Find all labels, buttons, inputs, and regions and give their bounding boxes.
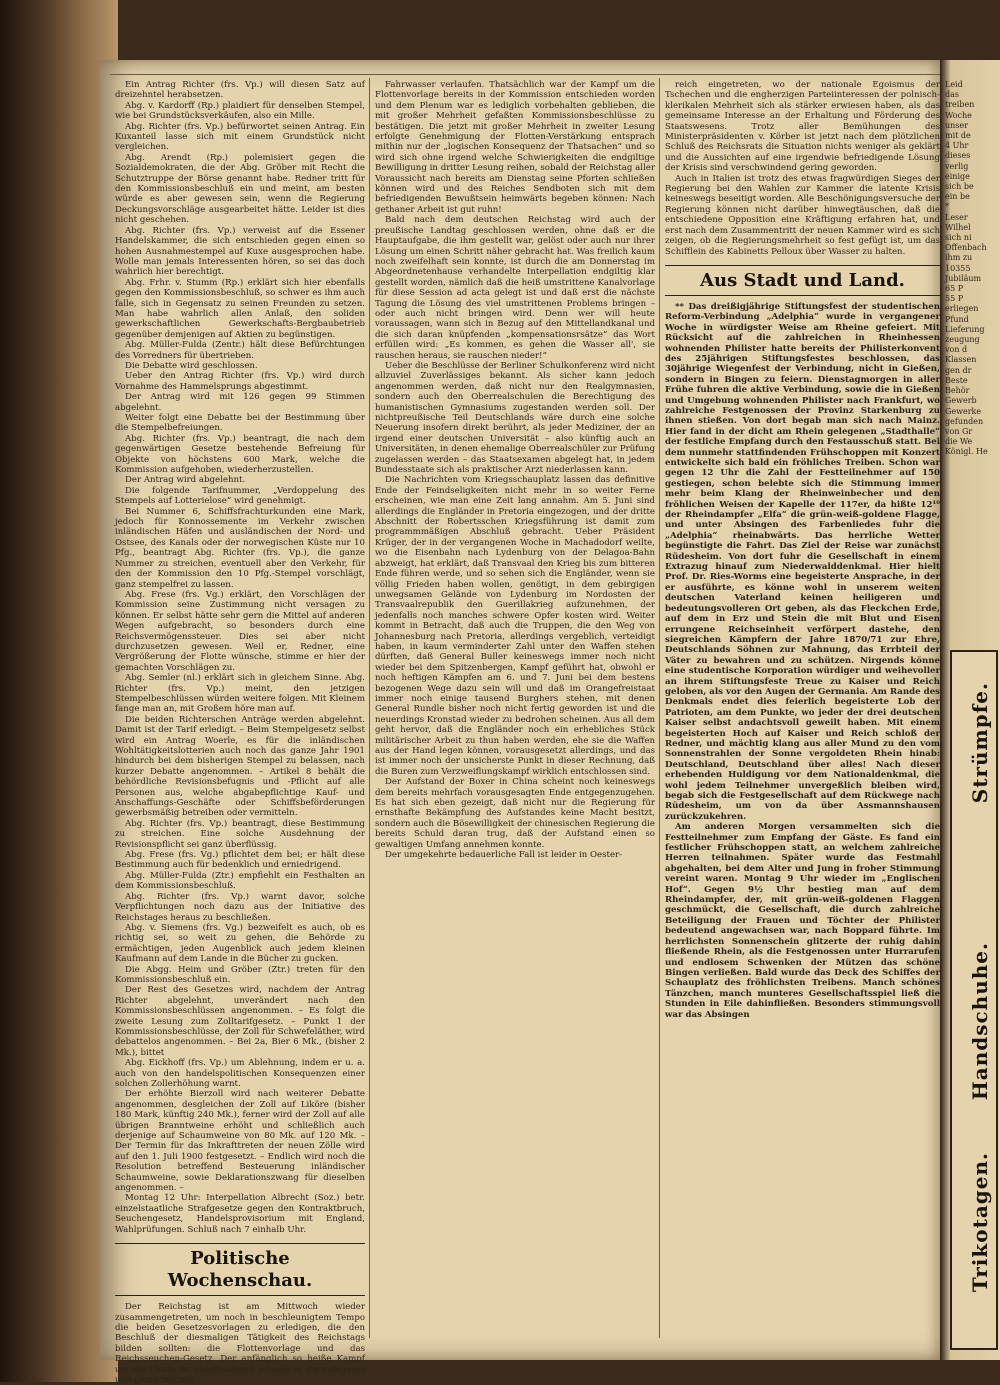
article-paragraph: Abg. Semler (nl.) erklärt sich in gleichem Sinne. Abg. Richter (frs. Vp.) meint, den jetzigen Stempelbeschlüssen würden weitere folgen. Mit Kleinem fange man an, mit Großem höre man auf.	[115, 673, 365, 715]
side-line: mit de	[945, 131, 971, 141]
side-line: Pfund	[945, 314, 969, 324]
side-line: Behör	[945, 386, 970, 396]
article-paragraph: Abg. Eickhoff (frs. Vp.) um Ablehnung, indem er u. a. auch von den handelspolitischen Konsequenzen einer solchen Zollerhöhung warnt.	[115, 1058, 365, 1089]
article-paragraph: Abg. Richter (frs. Vp.) warnt davor, solche Verpflichtungen noch dazu aus der Initiative des Reichstages heraus zu beschließen.	[115, 891, 365, 923]
article-paragraph: Abg. Richter (frs. Vp.) beantragt, diese Bestimmung zu streichen. Eine solche Ausdehnung der Revisionspflicht sei ganz überflüssig.	[115, 818, 365, 850]
side-line: 65 P	[945, 284, 964, 294]
article-paragraph: Bei Nummer 6, Schiffsfrachturkunden eine Mark, jedoch für Konnossemente im Verkehr zwischen inländischen Häfen und ausländischen der Nord- und Ostsee, des Kanals oder der norwegischen Küste nur 10 Pfg., beantragt Abg. Richter (frs. Vp.), die ganze Nummer zu streichen, eventuell aber den Verkehr, für den der Kommission den 10 Pfg.-Stempel vorschlägt, ganz stempelfrei zu lassen.	[115, 506, 365, 590]
side-line: Woche	[945, 110, 972, 120]
side-line: ihm zu	[945, 253, 973, 263]
article-paragraph: Abg. Arendt (Rp.) polemisiert gegen die Sozialdemokraten, die der Abg. Gröber mit Recht die Schutztruppe der Börse genannt habe. Redner tritt für den Kommissionsbeschluß ein und meint, am besten würde es aber gewesen sein, wenn die Regierung Deckungsvorschläge ausgearbeitet hätte. Leider ist dies nicht geschehen.	[115, 152, 365, 226]
article-paragraph: Ein Antrag Richter (frs. Vp.) will diesen Satz auf dreizehntel herabsetzen.	[115, 80, 365, 101]
top-rule	[110, 74, 940, 75]
side-line: 55 P	[945, 294, 964, 304]
article-paragraph: Auch in Italien ist trotz des etwas fragwürdigen Sieges der Regierung bei den Wahlen zur Kammer die latente Krisis keineswegs beseitigt worden. Alle Beschönigungsversuche der Regierung können nicht darüber hinwegtäuschen, daß die entschiedene Opposition eine Kräftigung erfahren hat, und erst nach dem Zusammentritt der neuen Kammer wird es sich zeigen, ob die Regierungsmehrheit so fest gefügt ist, um das Schifflein des Kabinetts Pelloux über Wasser zu halten.	[665, 173, 940, 257]
side-line: Gewerke	[945, 406, 982, 416]
article-paragraph: Abg. Müller-Fulda (Ztr.) empfiehlt ein Festhalten an dem Kommissionsbeschluß.	[115, 870, 365, 892]
side-line: Beste	[945, 375, 968, 385]
side-line: die We	[945, 437, 973, 447]
side-line: Klassen	[945, 355, 977, 365]
article-paragraph: Abg. Müller-Fulda (Zentr.) hält diese Befürchtungen des Vorredners für übertrieben.	[115, 340, 365, 361]
article-paragraph: Die folgende Tarifnummer, „Verdoppelung des Stempels auf Lotterielose“ wird genehmigt.	[115, 485, 365, 507]
column-2-body	[375, 80, 655, 860]
side-line: 4 Uhr	[945, 141, 969, 151]
section-heading-frame	[665, 265, 940, 296]
side-line: gen dr	[945, 365, 972, 375]
article-paragraph: reich eingetreten, wo der nationale Egoismus der Tschechen und die engherzigen Parteiinteressen der polnisch-klerikalen Mehrheit sich als stärker erwiesen haben, als das gemeinsame Interesse an der Erhaltung und Förderung des Staatswesens. Trotz aller Bemühungen des Ministerpräsidenten v. Körber ist jetzt nach dem plötzlichen Schluß des Reichsrats die Situation nichts weniger als geklärt und die Aussichten auf eine irgendwie befriedigende Lösung der Krisis sind verschwindend gering geworden.	[665, 80, 940, 174]
column-1-body	[115, 80, 365, 1235]
side-line: 10355	[945, 263, 971, 273]
article-paragraph: Am anderen Morgen versammelten sich die Festteilnehmer zum Empfang der Gäste. Es fand ein festlicher Frühschoppen statt, an welchem zahlreiche Herren teilnahmen. Später wurde das Festmahl abgehalten, bei dem Alter und Jung in froher Stimmung vereint waren. Montag 9 Uhr wieder im „Englischen Hof“. Gegen 9½ Uhr bestieg man auf dem Rheindampfer, der, mit grün-weiß-goldenen Flaggen geschmückt, die Gesellschaft, die durch zahlreiche Beteiligung der Frauen und Töchter der Philister bedeutend angewachsen war, nach Boppard führte. Im herrlichsten Sonnenschein glitzerte der ruhig dahin fließende Rhein, als die Festgenossen unter Hurrarufen und endlosem Schwenken der Mützen das schöne Bingen verließen. Bald wurde das Deck des Schiffes der Schauplatz des fröhlichsten Treibens. Manch schönes Tänzchen, manch munteres Gesellschaftsspiel ließ die Stunden in Eile dahinfließen. Besonders stimmungsvoll war das Absingen	[665, 822, 940, 1020]
article-paragraph: Abg. Richter (frs. Vp.) beantragt, die nach dem gegenwärtigen Gesetze bestehende Befreiung für Objekte von höchstens 600 Mark, welche die Kommission aufgehoben, wiederherzustellen.	[115, 433, 365, 476]
side-line: das	[945, 90, 959, 100]
side-line: Leser	[945, 212, 968, 222]
side-line: dieses	[945, 151, 971, 161]
side-line: treiben	[945, 100, 975, 110]
ad-word: Trikotagen.	[968, 1152, 992, 1293]
article-paragraph: Abg. Richter (frs. Vp.) befürwortet seinen Antrag. Ein Kuxanteil lasse sich mit einem Grundstück nicht vergleichen.	[115, 121, 365, 153]
article-paragraph: Abg. v. Siemens (frs. Vg.) bezweifelt es auch, ob es richtig sei, so weit zu gehen, die Behörde zu ermächtigen, jeden Augenblick auch jedem kleinen Kaufmann auf dem Lande in die Bücher zu gucken.	[115, 922, 365, 965]
side-line: *	[945, 202, 949, 212]
side-line: von Gr	[945, 426, 973, 436]
article-paragraph: Der erhöhte Bierzoll wird nach weiterer Debatte angenommen, desgleichen der Zoll auf Liköre (bisher 180 Mark, künftig 240 Mk.), ferner wird der Zoll auf alle übrigen Branntweine erhöht und schließlich auch derjenige auf Schaumweine von 80 Mk. auf 120 Mk. – Der Termin für das Inkrafttreten der neuen Zölle wird auf den 1. Juli 1900 festgesetzt. – Endlich wird noch die Resolution betreffend Besteuerung inländischer Schaumweine, sowie Deklarationszwang für dieselben angenommen. –	[115, 1089, 365, 1194]
article-paragraph: Die Debatte wird geschlossen.	[125, 360, 258, 371]
ad-word: Handschuhe.	[968, 942, 992, 1101]
section-heading: Aus Stadt und Land.	[700, 269, 905, 291]
column-1-body-after	[115, 1302, 365, 1385]
column-1	[115, 80, 365, 1385]
column-rule	[659, 78, 660, 1338]
article-paragraph: Der umgekehrte bedauerliche Fall ist leider in Oester-	[385, 850, 623, 861]
ad-word: Strümpfe.	[968, 682, 992, 804]
side-line: Wilhel	[945, 222, 971, 232]
article-paragraph: ** Das dreißigjährige Stiftungsfest der studentischen Reform-Verbindung „Adelphia“ wurde in vergangener Woche in würdigster Weise am Rheine gefeiert. Mit Rücksicht auf die zahlreichen in Rheinhessen wohnenden Philister hatte bereits der Philisterkonvent des 25jährigen Stiftungsfestes beschlossen, das 30jährige Wiegenfest der Verbindung, nicht in Gießen, sondern in Bingen zu feiern. Dienstagmorgen in aller Frühe fuhren die aktive Verbindung, sowie die in Gießen und Umgebung wohnenden Philister nach Frankfurt, wo zahlreiche Festgenossen der Provinz Starkenburg zu ihnen stießen. Von dort begab man sich nach Mainz. Hier fand in der dicht am Rhein gelegenen „Stadthalle“ der festliche Empfang durch den Festausschuß statt. Bei dem nunmehr stattfindenden Frühschoppen mit Konzert entwickelte sich bald ein fröhliches Treiben. Schon war gegen 12 Uhr die Zahl der Festteilnehmer auf 150 gestiegen, schon belebte sich die Stimmung immer mehr beim Klang der Rheinweinbecher und den fröhlichen Weisen der Kapelle der 117er, da hißte 12¹⁰ der Rheindampfer „Elfa“ die grün-weiß-goldene Flagge, und unter Absingen des Farbenliedes fuhr die „Adelphia“ rheinabwärts. Das herrliche Wetter begünstigte die Fahrt. Das Ziel der Reise war zunächst Rüdesheim. Von dort fuhr die Gesellschaft in einem Extrazug hinauf zum Niederwalddenkmal. Hier hielt Prof. Dr. Ries-Worms eine begeisterte Ansprache, in der er ausführte, es könne wohl in unserem weiten deutschen Vaterland keinen heiligeren und bedeutungsvolleren Ort geben, als das Fleckchen Erde, auf dem in Erz und Stein die mit Blut und Eisen errungene Reichseinheit verförpert dastehe, den siegreichen Kämpfern der Jahre 1870/71 zur Ehre, Deutschlands Söhnen zur Mahnung, das Errbteil der Väter zu bewahren und zu schützen. Nirgends könne eine studentische Korporation würdiger und weihevoller an ihrem Stiftungsfeste Treue zu Kaiser und Reich geloben, als vor den Augen der Germania. Am Rande des Denkmals endet dies feierlich begeisterte Lob der Patrioten, am dem Punkte, wo jeder der drei deutschen Kaiser selbst andachtsvoll geweilt haben. Mit einem begeisterten Hoch auf Kaiser und Reich schloß der Redner, und mächtig klang aus aller Mund zu den vom Sonnenstrahlen der Sonne vergoldeten Rhein hinab: Deutschland, Deutschland über alles! Nach dieser erhebenden Huldigung vor dem Nationaldenkmal, die wohl jedem Teilnehmer unvergeßlich bleiben wird, begab sich die Festgesellschaft auf dem Rückwege nach Rüdesheim, um von da über Assmannshausen zurückzukehren.	[665, 301, 940, 822]
side-line: zeugung	[945, 335, 980, 345]
article-paragraph: Fahrwasser verlaufen. Thatsächlich war der Kampf um die Flottenvorlage bereits in der Kommission entschieden worden und dem Plenum war es lediglich vorbehalten geblieben, die mit großer Mehrheit gefaßten Kommissionsbeschlüsse zu bestätigen. Die jetzt mit großer Mehrheit in zweiter Lesung erfolgte Genehmigung der Flotten-Verstärkung entsprach mithin nur der „logischen Konsequenz der Thatsachen“ und so wird sich ohne irgend welche Schwierigkeiten die endgiltige Bewilligung in dritter Lesung reihen, sobald der Reichstag aller Voraussicht nach bereits am Dienstag seine Pforten schließen können wird und des Reiches Sendboten sich mit dem befriedigenden Bewußtsein heimwärts begeben können: Nach gethaner Arbeit ist gut ruhn!	[375, 80, 655, 215]
article-paragraph: Die Nachrichten vom Kriegsschauplatz lassen das definitive Ende der Feindseligkeiten nicht mehr in so weiter Ferne erscheinen, wie man eine Zeit lang annahm. Am 5. Juni sind allerdings die Engländer in Pretoria eingezogen, und der dritte Abschnitt der Robertsschen Kriegsführung ist damit zum programmmäßigen Abschluß gebracht. Ueber Präsident Krüger, der in der vergangenen Woche in Machadodorf weilte, wo die Eisenbahn nach Lydenburg von der Delagoa-Bahn abzweigt, hat erklärt, daß Transvaal den Krieg bis zum bitteren Ende führen werde, und so sehen sich die Engländer, wenn sie völlig Frieden haben wollen, genötigt, in dem gebirgigen unwegsamen Gelände von Lydenburg im Nordosten der Transvaalrepublik den Guerillakrieg aufzunehmen, der jedenfalls noch manches schwere Opfer kosten wird. Weiter kommt in Betracht, daß auch die Truppen, die den Weg von Johannesburg nach Pretoria, allerdings vergeblich, verteidigt haben, in kaum verminderter Zahl unter den Waffen stehen dürften, daß General Buller keineswegs immer noch nicht wieder bei dem Spitzenbergen, Kampf geführt hat, obwohl er noch heftigen Kämpfen am 6. und 7. Juni bei dem bestens bezogenen Wege dazu sein will und daß im Orangefreistaat immer noch einige tausend Burghers stehen, mit denen General Rundle bisher noch nicht fertig geworden ist und die neuerdings Kronstad wieder zu bedrohen scheinen. Aus all dem geht hervor, daß die Engländer noch ein erhebliches Stück militärischer Arbeit zu thun haben werden, ehe sie die Waffen aus der Hand legen können, vorausgesetzt allerdings, und das ist immer noch der unsicherste Punkt in dieser Rechnung, daß die Buren zum Verzweiflungskampf wirklich entschlossen sind.	[375, 475, 655, 777]
side-line: Leid	[945, 80, 963, 89]
side-line: unser	[945, 120, 968, 130]
article-paragraph: Abg. Frhr. v. Stumm (Rp.) erklärt sich hier ebenfalls gegen den Kommissionsbeschluß, so schwer es ihm auch falle, sich in Gegensatz zu seinen Freunden zu setzen. Man habe wahrlich allen Anlaß, den soliden gewerkschaftlichen Gewerkschafts-Bergbaubetrieb gegenüber demjenigen auf Aktien zu begünstigen.	[115, 277, 365, 340]
column-3-body-after	[665, 302, 940, 1020]
section-heading: Politische Wochenschau.	[167, 1248, 313, 1292]
article-paragraph: Montag 12 Uhr: Interpellation Albrecht (Soz.) betr. einzelstaatliche Strafgesetze gegen den Kontraktbruch, Seuchengesetz, Handelsprovisorium mit England, Wahlprüfungen. Schluß nach 7 einhalb Uhr.	[115, 1193, 365, 1235]
article-paragraph: Ueber den Antrag Richter (frs. Vp.) wird durch Vornahme des Hammelsprungs abgestimmt.	[115, 371, 365, 392]
article-paragraph: Abg. Richter (frs. Vp.) verweist auf die Essener Handelskammer, die sich entschieden gegen einen so hohen Ausnahmestempel auf Kuxe ausgesprochen habe. Wolle man jemals Interessenten hören, so sei das doch wahrlich hier berechtigt.	[115, 225, 365, 278]
article-paragraph: Abg. Frese (frs. Vg.) pflichtet dem bei; er hält diese Bestimmung auch für bedenklich und erniedrigend.	[115, 850, 365, 871]
column-3-body	[665, 80, 940, 257]
side-line: Gewerb	[945, 396, 977, 406]
side-line: einige	[945, 171, 970, 181]
article-paragraph: Der Reichstag ist am Mittwoch wieder zusammengetreten, um noch in beschleunigtem Tempo die beiden Gesetzesvorlagen zu erledigen, die den Beschluß der diesmaligen Tätigkeit des Reichstags bilden sollten: die Flottenvorlage und das Reichsseuchen-Gesetz. Der anfänglich so heiße Kampf um die Flotte ist überraschend schnell in ein ruhigeres und gemächliches	[115, 1302, 365, 1385]
article-paragraph: Der Aufstand der Boxer in China scheint noch keineswegs dem bereits mehrfach vorausgesagten Ende entgegenzugehen. Es hat sich eben gezeigt, daß nicht nur die Regierung für ernsthafte Bekämpfung des Aufstandes keine Macht besitzt, sondern auch die Bösewilligkeit der chinesischen Regierung die bereits Schuld daran trug, daß der Aufstand einen so gewaltigen Umfang annehmen konnte.	[375, 777, 655, 850]
advertisement-box	[950, 650, 998, 1350]
adjacent-page-column	[945, 80, 1000, 640]
article-paragraph: Die Abgg. Heim und Gröber (Ztr.) treten für den Kommissionsbeschluß ein.	[115, 964, 365, 985]
column-3	[665, 80, 940, 1330]
side-line: verlig	[945, 161, 969, 171]
side-line: Jubiläum	[945, 273, 982, 283]
side-line: sich be	[945, 182, 974, 192]
side-line: erliegen	[945, 304, 979, 314]
article-paragraph: Bald nach dem deutschen Reichstag wird auch der preußische Landtag geschlossen werden, ohne daß er die Hauptaufgabe, die ihm gestellt war, gelöst oder auch nur ihrer Lösung um einen Schritt näher gebracht hat. Was freilich kaum noch zweifelhaft sein konnte, ist durch die am Donnerstag im Abgeordnetenhause verhandelte Interpellation endgiltig klar gestellt worden, nämlich daß die heiß umstrittene Kanalvorlage für diese Session ad acta gelegt ist und daß erst die nächste Tagung die Lösung des viel umstrittenen Problems bringen – oder auch nicht bringen wird. Denn wer will heute voraussagen, wann sich in Bezug auf den Mittellandkanal und die sich daran knüpfenden „kompensationsrsätze“ das Wort erfüllen wird: „Es kommen, es gehen die Wasser all', sie rauschen heraus, sie rauschen nieder!“	[375, 215, 655, 361]
article-paragraph: Der Antrag wird abgelehnt.	[125, 475, 246, 486]
article-paragraph: Der Rest des Gesetzes wird, nachdem der Antrag Richter abgelehnt, unverändert nach den Kommissionsbeschlüssen angenommen. – Es folgt die zweite Lesung zum Zolltarifgesetz. – Punkt 1 der Kommissionsbeschlüsse, der Zoll für Schwefeläther, wird debattelos angenommen. – Bei 2a, Bier 6 Mk., (bisher 2 Mk.), bittet	[115, 985, 365, 1058]
article-paragraph: Ueber die Beschlüsse der Berliner Schulkonferenz wird nicht allzuviel Zuverlässiges bekannt. Als sicher kann jedoch angenommen werden, daß nicht nur den Realgymnasien, sondern auch den Oberrealschulen die Berechtigung des humanistischen Gymnasiums zugestanden werden soll. Der nichtpreußische Teil Deutschlands wäre durch eine solche Neuerung insofern direkt berührt, als jeder Mediziner, der an irgend einer deutschen Universität – also künftig auch an Universitäten, in denen ehemalige Oberrealschüler zur Prüfung zugelassen werden – das Staatsexamen abgelegt hat, in jedem Bundesstaate sich als praktischer Arzt niederlassen kann.	[375, 360, 655, 476]
side-line: von d	[945, 345, 968, 355]
article-paragraph: Abg. v. Kardorff (Rp.) plaidiert für denselben Stempel, wie bei Grundstücksverkäufen, also ein Mille.	[115, 100, 365, 122]
article-paragraph: Der Antrag wird mit 126 gegen 99 Stimmen abgelehnt.	[115, 392, 365, 413]
side-line: Offenbach	[945, 243, 987, 253]
section-heading-frame	[115, 1243, 365, 1296]
column-rule	[369, 78, 370, 1338]
side-line: sich ni	[945, 233, 972, 243]
column-2	[375, 80, 655, 1330]
side-line: Königl. He	[945, 447, 988, 457]
side-line: gefunden	[945, 416, 984, 426]
article-paragraph: Weiter folgt eine Debatte bei der Bestimmung über die Stempelbefreiungen.	[115, 413, 365, 434]
side-line: ein be	[945, 192, 970, 202]
side-line: Lieferung	[945, 324, 985, 334]
article-paragraph: Abg. Frese (frs. Vg.) erklärt, den Vorschlägen der Kommission seine Zustimmung nicht versagen zu können. Er selbst hätte sehr gern die Mittel auf anderen Wegen aufgebracht, so besonders durch eine Reichsvermögenssteuer. Dies sei aber nicht durchzusetzen gewesen. Weil er, Redner, eine Vergrößerung der Flotte wünsche, stimme er hier der gemachten Vorschlägen zu.	[115, 589, 365, 673]
article-paragraph: Die beiden Richterschen Anträge werden abgelehnt. Damit ist der Tarif erledigt. – Beim Stempelgesetz selbst wird ein Antrag Woerle, es für die inländischen Wohltätigkeitslotterien auch noch das ganze Jahr 1901 hindurch bei dem bisherigen Stempel zu belassen, nach kurzer Debatte angenommen. – Artikel 8 behält die behördliche Revisionsbefugnis und -Pflicht auf alle Personen aus, welche abgabepflichtige Kauf- und Anschaffungs-Geschäfte oder Schiffsbeförderungen gewerbsmäßig betreiben oder vermitteln.	[115, 714, 365, 819]
